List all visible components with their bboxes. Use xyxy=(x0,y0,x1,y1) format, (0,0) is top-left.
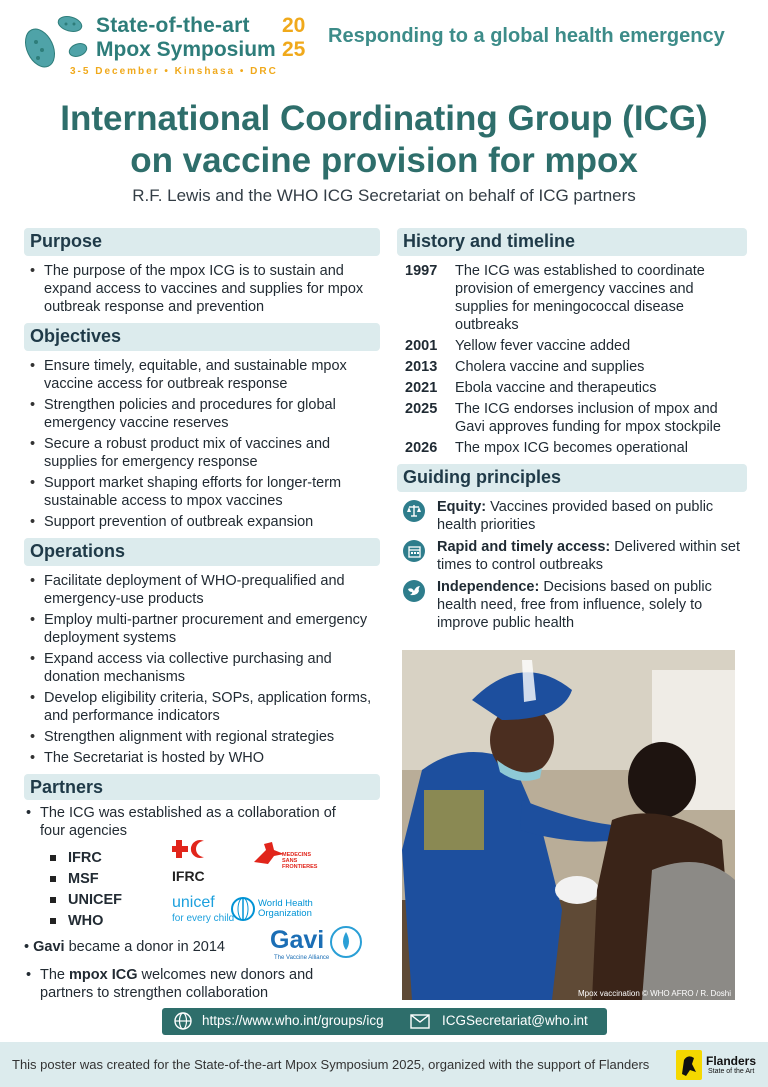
partners-intro: • The ICG was established as a collaboration of four agencies xyxy=(26,805,336,839)
who-logo-line2: Organization xyxy=(258,908,312,919)
ifrc-logo xyxy=(172,840,216,884)
objective-item: • Strengthen policies and procedures for global emergency vaccine reserves xyxy=(24,396,380,432)
timeline-row xyxy=(397,379,747,397)
gavi-donor-text: became a donor in 2014 xyxy=(64,939,225,955)
unicef-logo-sub: for every child xyxy=(172,913,235,924)
who-emblem-icon xyxy=(230,896,256,922)
authors: R.F. Lewis and the WHO ICG Secretariat on behalf of ICG partners xyxy=(132,186,636,205)
welcome-bold: mpox ICG xyxy=(69,967,138,983)
purpose-heading: Purpose xyxy=(24,228,380,256)
timeline-row xyxy=(397,400,747,436)
partner-agency-msf: MSF xyxy=(50,871,99,887)
welcome-text: welcomes new donors and partners to strengthen collaboration xyxy=(40,967,314,1001)
footer xyxy=(0,1042,768,1087)
operation-item: • Expand access via collective purchasing and donation mechanisms xyxy=(24,650,380,686)
timeline-row xyxy=(397,439,747,457)
objective-item: • Support prevention of outbreak expansion xyxy=(24,513,380,531)
footer-text: This poster was created for the State-of-the-art Mpox Symposium 2025, organized with the support of Flanders xyxy=(12,1057,650,1072)
purpose-item: • The purpose of the mpox ICG is to sustain and expand access to vaccines and supplies for mpox outbreak response and prevention xyxy=(24,262,380,316)
mpox-virus-logo-icon xyxy=(22,6,94,74)
objectives-heading: Objectives xyxy=(24,323,380,351)
logo-year-part1: 20 xyxy=(282,14,306,37)
operation-item: • Develop eligibility criteria, SOPs, application forms, and performance indicators xyxy=(24,689,380,725)
logo-title-line1: State-of-the-art xyxy=(96,14,250,37)
ifrc-logo-text: IFRC xyxy=(172,868,205,884)
right-column xyxy=(397,228,747,639)
principle-row xyxy=(397,578,747,632)
timeline-text: The ICG endorses inclusion of mpox and Gavi approves funding for mpox stockpile xyxy=(455,401,721,435)
poster-title-line1: International Coordinating Group (ICG) xyxy=(60,99,708,138)
left-column xyxy=(24,228,380,1016)
timeline-year: 2021 xyxy=(405,380,438,396)
operation-item: • The Secretariat is hosted by WHO xyxy=(24,749,380,767)
logo-event-details: 3-5 December • Kinshasa • DRC xyxy=(70,66,278,77)
contact-bar xyxy=(162,1008,607,1035)
logo-year-part2: 25 xyxy=(282,38,306,61)
timeline-row xyxy=(397,337,747,355)
poster-title xyxy=(0,98,768,182)
principle-label: Rapid and timely access: xyxy=(437,539,611,555)
principles-section xyxy=(397,464,747,632)
history-section xyxy=(397,228,747,457)
timeline-row xyxy=(397,358,747,376)
welcome-line: • The mpox ICG welcomes new donors and partners to strengthen collaboration xyxy=(26,967,314,1001)
bird-icon xyxy=(403,580,425,602)
principle-label: Independence: xyxy=(437,579,540,595)
principle-desc: Decisions based on public health need, free from influence, solely to improve public health xyxy=(437,579,712,631)
gavi-drop-icon xyxy=(330,926,362,958)
gavi-donor-bold: Gavi xyxy=(33,939,65,955)
welcome-pre: The xyxy=(40,967,70,983)
partners-heading: Partners xyxy=(24,774,380,800)
timeline-year: 2025 xyxy=(405,401,438,417)
purpose-section xyxy=(24,228,380,316)
scales-icon xyxy=(403,500,425,522)
objective-item: • Ensure timely, equitable, and sustainable mpox vaccine access for outbreak response xyxy=(24,357,380,393)
who-logo-line1: World Health xyxy=(258,898,313,909)
msf-logo-line1: MEDECINS xyxy=(282,852,312,858)
globe-icon xyxy=(174,1012,192,1030)
email-link[interactable]: ICGSecretariat@who.int xyxy=(442,1013,588,1028)
principle-desc: Vaccines provided based on public health priorities xyxy=(437,499,714,533)
red-cross-crescent-icon xyxy=(172,840,216,862)
principle-text xyxy=(437,538,747,574)
flanders-logo-sub: State of the Art xyxy=(708,1068,755,1075)
timeline-text: Cholera vaccine and supplies xyxy=(455,359,645,375)
operation-item: • Facilitate deployment of WHO-prequalified and emergency-use products xyxy=(24,572,380,608)
objective-item: • Secure a robust product mix of vaccines and supplies for emergency response xyxy=(24,435,380,471)
header xyxy=(0,0,768,90)
timeline-text: Yellow fever vaccine added xyxy=(455,338,631,354)
history-heading: History and timeline xyxy=(397,228,747,256)
calendar-icon xyxy=(403,540,425,562)
gavi-donor-line: • Gavi became a donor in 2014 xyxy=(24,939,225,955)
mail-icon xyxy=(410,1014,430,1029)
timeline-text: The mpox ICG becomes operational xyxy=(455,440,688,456)
timeline-year: 2026 xyxy=(405,440,438,456)
gavi-logo-sub: The Vaccine Alliance xyxy=(274,955,330,961)
vaccination-photo xyxy=(402,650,735,1000)
photo-credit: Mpox vaccination © WHO AFRO / R. Doshi xyxy=(577,989,731,998)
unicef-logo-text: unicef xyxy=(172,894,215,911)
timeline-year: 1997 xyxy=(405,263,438,279)
partner-agency-ifrc: IFRC xyxy=(50,850,102,866)
principle-row xyxy=(397,498,747,534)
principle-text xyxy=(437,498,747,534)
partners-section xyxy=(24,774,380,1009)
principle-row xyxy=(397,538,747,574)
partner-agency-unicef: UNICEF xyxy=(50,892,122,908)
operations-heading: Operations xyxy=(24,538,380,566)
operations-section xyxy=(24,538,380,767)
timeline-text: Ebola vaccine and therapeutics xyxy=(455,380,657,396)
gavi-logo xyxy=(270,926,366,964)
timeline-text: The ICG was established to coordinate provision of emergency vaccines and supplies for meningococcal disease outbreaks xyxy=(455,263,705,333)
msf-logo-line2: SANS FRONTIERES xyxy=(282,858,318,870)
who-logo xyxy=(230,896,330,926)
objectives-section xyxy=(24,323,380,531)
operation-item: • Employ multi-partner procurement and emergency deployment systems xyxy=(24,611,380,647)
principles-heading: Guiding principles xyxy=(397,464,747,492)
partner-agency-who: WHO xyxy=(50,913,103,929)
vaccination-scene-illustration xyxy=(402,650,735,1000)
partners-intro-text: The ICG was established as a collaboration of four agencies xyxy=(40,805,336,839)
principle-label: Equity: xyxy=(437,499,487,515)
tagline: Responding to a global health emergency xyxy=(328,25,725,47)
msf-runner-icon xyxy=(252,840,286,866)
partners-content xyxy=(24,804,380,1009)
poster-title-line2: on vaccine provision for mpox xyxy=(130,141,638,180)
objective-item: • Support market shaping efforts for longer-term sustainable access to mpox vaccines xyxy=(24,474,380,510)
gavi-logo-text: Gavi xyxy=(270,926,325,954)
flanders-lion-icon xyxy=(676,1050,702,1080)
principle-text xyxy=(437,578,747,632)
principle-desc: Delivered within set times to control outbreaks xyxy=(437,539,741,573)
timeline-year: 2001 xyxy=(405,338,438,354)
flanders-logo-text: Flanders xyxy=(706,1054,757,1068)
timeline-row xyxy=(397,262,747,334)
msf-logo xyxy=(252,840,332,880)
logo-title-line2: Mpox Symposium xyxy=(96,38,276,61)
timeline-year: 2013 xyxy=(405,359,438,375)
operation-item: • Strengthen alignment with regional strategies xyxy=(24,728,380,746)
website-link[interactable]: https://www.who.int/groups/icg xyxy=(202,1013,384,1028)
